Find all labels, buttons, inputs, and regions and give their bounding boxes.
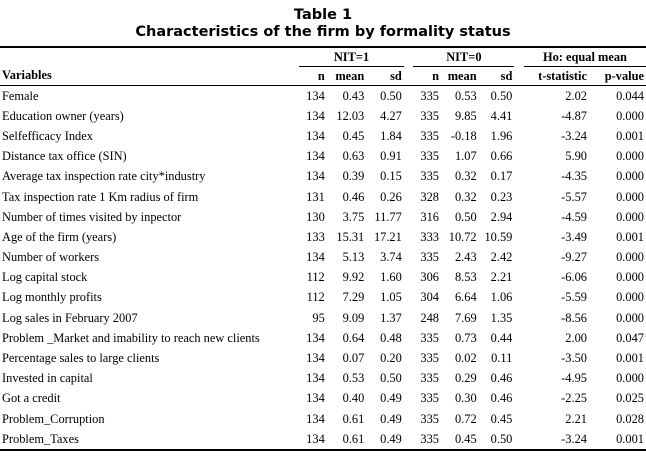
variable-name-cell: Age of the firm (years): [2, 229, 117, 244]
nit1-n-cell: 133: [306, 229, 325, 244]
p-value-cell: 0.001: [616, 128, 644, 143]
nit1-sd-cell: 0.20: [380, 351, 402, 366]
nit0-sd-cell: 0.17: [490, 169, 513, 184]
column-header-sd: sd: [366, 67, 404, 86]
p-value-cell: 0.000: [616, 169, 644, 184]
nit0-mean-cell: 0.53: [454, 88, 477, 103]
table-row: [0, 106, 646, 126]
nit1-mean-cell: 0.63: [342, 149, 365, 164]
nit0-n-cell: 304: [420, 290, 439, 305]
nit0-mean-cell: 9.85: [454, 108, 477, 123]
t-statistic-cell: -3.49: [561, 229, 587, 244]
column-header-n: n: [299, 67, 327, 86]
nit0-sd-cell: 1.06: [490, 290, 513, 305]
nit0-mean-cell: 0.45: [441, 429, 479, 450]
nit1-sd-cell: 0.50: [380, 88, 402, 103]
nit1-mean-cell: 0.45: [342, 128, 365, 143]
variable-name-cell: Number of workers: [2, 250, 100, 265]
column-header-t-statistic: t-statistic: [524, 67, 589, 86]
nit1-sd-cell: 1.05: [380, 290, 402, 305]
table-row: [0, 126, 646, 146]
nit1-mean-cell: 9.09: [342, 310, 365, 325]
column-header-p-value: p-value: [589, 67, 646, 86]
column-header-mean: mean: [441, 67, 479, 86]
nit1-mean-cell: 0.39: [342, 169, 365, 184]
nit1-mean-cell: 0.53: [342, 371, 365, 386]
nit1-sd-cell: 3.74: [380, 250, 402, 265]
table-row: [0, 369, 646, 389]
column-header-sd: sd: [479, 67, 515, 86]
nit0-n-cell: 335: [420, 351, 439, 366]
t-statistic-cell: 5.90: [565, 149, 587, 164]
p-value-cell: 0.000: [616, 108, 644, 123]
t-statistic-cell: 2.21: [565, 411, 587, 426]
nit1-sd-cell: 0.49: [380, 391, 402, 406]
p-value-cell: 0.000: [616, 189, 644, 204]
nit0-sd-cell: 0.46: [490, 371, 513, 386]
p-value-cell: 0.000: [616, 250, 644, 265]
t-statistic-cell: -2.25: [561, 391, 587, 406]
table-title: Table 1: [293, 7, 353, 23]
table-row: [0, 248, 646, 268]
nit0-mean-cell: 0.32: [454, 169, 477, 184]
nit0-n-cell: 335: [420, 128, 439, 143]
nit1-sd-cell: 0.48: [380, 330, 402, 345]
nit1-n-cell: 134: [299, 429, 327, 450]
nit0-sd-cell: 0.50: [490, 88, 513, 103]
nit0-n-cell: 335: [420, 108, 439, 123]
nit1-n-cell: 130: [306, 209, 325, 224]
nit0-mean-cell: 0.73: [454, 330, 477, 345]
nit0-sd-cell: 0.11: [491, 351, 513, 366]
variable-name-cell: Average tax inspection rate city*industry: [2, 169, 206, 184]
group-header-nit0: NIT=0: [413, 47, 514, 67]
nit1-n-cell: 112: [306, 270, 325, 285]
column-header-n: n: [413, 67, 441, 86]
variable-name-cell: Invested in capital: [2, 371, 93, 386]
nit0-mean-cell: 0.32: [454, 189, 477, 204]
nit1-sd-cell: 0.26: [380, 189, 402, 204]
column-header-mean: mean: [327, 67, 367, 86]
nit0-sd-cell: 10.59: [484, 229, 513, 244]
p-value-cell: 0.000: [616, 149, 644, 164]
nit0-sd-cell: 0.46: [490, 391, 513, 406]
table-body: [0, 86, 646, 451]
p-value-cell: 0.000: [616, 371, 644, 386]
nit0-mean-cell: 6.64: [454, 290, 477, 305]
variable-name-cell: Log capital stock: [2, 270, 88, 285]
p-value-cell: 0.025: [616, 391, 644, 406]
variable-name-cell: Education owner (years): [2, 108, 124, 123]
variable-name-cell: Log monthly profits: [2, 290, 102, 305]
table-row: [0, 409, 646, 429]
nit0-n-cell: 335: [420, 149, 439, 164]
nit1-n-cell: 131: [306, 189, 325, 204]
nit1-sd-cell: 17.21: [373, 229, 402, 244]
nit1-n-cell: 134: [306, 351, 325, 366]
t-statistic-cell: -4.87: [561, 108, 587, 123]
p-value-cell: 0.001: [589, 429, 646, 450]
p-value-cell: 0.000: [616, 310, 644, 325]
nit0-mean-cell: 7.69: [454, 310, 477, 325]
variable-name-cell: Percentage sales to large clients: [2, 351, 160, 366]
nit0-sd-cell: 0.45: [490, 411, 513, 426]
t-statistic-cell: -5.57: [561, 189, 587, 204]
table-row: [0, 429, 646, 450]
nit0-mean-cell: 0.30: [454, 391, 477, 406]
p-value-cell: 0.000: [616, 209, 644, 224]
nit1-n-cell: 134: [306, 330, 325, 345]
t-statistic-cell: -6.06: [561, 270, 587, 285]
nit1-sd-cell: 0.50: [380, 371, 402, 386]
nit1-sd-cell: 11.77: [374, 209, 402, 224]
variable-name-cell: Problem_Corruption: [2, 411, 105, 426]
p-value-cell: 0.000: [616, 290, 644, 305]
nit1-sd-cell: 0.49: [380, 411, 402, 426]
nit1-n-cell: 112: [306, 290, 325, 305]
nit1-n-cell: 134: [306, 411, 325, 426]
table-row: [0, 147, 646, 167]
nit1-mean-cell: 0.40: [342, 391, 365, 406]
characteristics-table: [0, 46, 646, 451]
variable-name-cell: Got a credit: [2, 391, 61, 406]
nit0-mean-cell: 10.72: [448, 229, 477, 244]
nit1-mean-cell: 0.43: [342, 88, 365, 103]
nit1-n-cell: 95: [312, 310, 325, 325]
t-statistic-cell: -3.24: [561, 128, 587, 143]
nit0-n-cell: 335: [420, 391, 439, 406]
t-statistic-cell: -8.56: [561, 310, 587, 325]
nit1-n-cell: 134: [306, 108, 325, 123]
table-row: [0, 167, 646, 187]
variable-name-cell: Selfefficacy Index: [2, 128, 93, 143]
nit0-n-cell: 335: [420, 371, 439, 386]
table-row: [0, 207, 646, 227]
nit1-sd-cell: 0.49: [366, 429, 404, 450]
nit1-mean-cell: 15.31: [336, 229, 365, 244]
nit0-n-cell: 335: [420, 250, 439, 265]
table-row: [0, 227, 646, 247]
table-row: [0, 187, 646, 207]
nit1-mean-cell: 5.13: [342, 250, 365, 265]
nit1-sd-cell: 1.84: [380, 128, 402, 143]
variable-name-cell: Problem_Taxes: [0, 429, 299, 450]
p-value-cell: 0.000: [616, 270, 644, 285]
nit0-sd-cell: 0.66: [490, 149, 513, 164]
t-statistic-cell: -9.27: [561, 250, 587, 265]
t-statistic-cell: -3.50: [561, 351, 587, 366]
p-value-cell: 0.001: [616, 229, 644, 244]
table-row: [0, 328, 646, 348]
nit0-sd-cell: 0.50: [479, 429, 515, 450]
nit1-n-cell: 134: [306, 88, 325, 103]
nit1-sd-cell: 0.91: [380, 149, 402, 164]
nit1-n-cell: 134: [306, 391, 325, 406]
variable-name-cell: Female: [2, 88, 39, 103]
nit1-n-cell: 134: [306, 169, 325, 184]
nit0-mean-cell: 0.50: [454, 209, 477, 224]
nit0-n-cell: 333: [420, 229, 439, 244]
p-value-cell: 0.028: [616, 411, 644, 426]
nit1-sd-cell: 4.27: [380, 108, 402, 123]
nit1-sd-cell: 1.37: [380, 310, 402, 325]
variable-name-cell: Tax inspection rate 1 Km radius of firm: [2, 189, 199, 204]
nit0-mean-cell: 0.02: [454, 351, 477, 366]
t-statistic-cell: 2.02: [565, 88, 587, 103]
nit1-n-cell: 134: [306, 250, 325, 265]
nit1-mean-cell: 0.61: [327, 429, 367, 450]
p-value-cell: 0.044: [616, 88, 644, 103]
nit0-mean-cell: -0.18: [450, 128, 477, 143]
nit0-sd-cell: 0.44: [490, 330, 513, 345]
nit1-n-cell: 134: [306, 149, 325, 164]
group-header-row: [0, 47, 646, 67]
table-row: [0, 348, 646, 368]
column-header-row: [0, 67, 646, 86]
table-subtitle: Characteristics of the firm by formality status: [135, 24, 511, 40]
nit1-sd-cell: 0.15: [380, 169, 402, 184]
table-row: [0, 86, 646, 107]
nit1-mean-cell: 12.03: [336, 108, 365, 123]
p-value-cell: 0.001: [616, 351, 644, 366]
variable-name-cell: Distance tax office (SIN): [2, 149, 127, 164]
nit0-sd-cell: 0.23: [490, 189, 513, 204]
nit0-mean-cell: 2.43: [454, 250, 477, 265]
t-statistic-cell: -4.35: [561, 169, 587, 184]
p-value-cell: 0.047: [616, 330, 644, 345]
nit0-sd-cell: 2.42: [490, 250, 513, 265]
nit1-mean-cell: 0.61: [342, 411, 365, 426]
nit0-n-cell: 335: [420, 169, 439, 184]
nit0-mean-cell: 1.07: [454, 149, 477, 164]
t-statistic-cell: -4.59: [561, 209, 587, 224]
nit1-mean-cell: 3.75: [342, 209, 365, 224]
t-statistic-cell: -5.59: [561, 290, 587, 305]
nit0-n-cell: 248: [420, 310, 439, 325]
nit1-n-cell: 134: [306, 371, 325, 386]
table-row: [0, 268, 646, 288]
nit0-n-cell: 306: [420, 270, 439, 285]
t-statistic-cell: 2.00: [565, 330, 587, 345]
nit0-sd-cell: 4.41: [490, 108, 513, 123]
nit0-n-cell: 335: [420, 411, 439, 426]
nit1-sd-cell: 1.60: [380, 270, 402, 285]
nit0-sd-cell: 1.96: [490, 128, 513, 143]
nit0-n-cell: 335: [420, 330, 439, 345]
nit1-mean-cell: 7.29: [342, 290, 365, 305]
nit0-mean-cell: 0.29: [454, 371, 477, 386]
t-statistic-cell: -3.24: [524, 429, 589, 450]
nit1-mean-cell: 9.92: [342, 270, 365, 285]
t-statistic-cell: -4.95: [561, 371, 587, 386]
nit0-sd-cell: 1.35: [490, 310, 513, 325]
nit0-mean-cell: 8.53: [454, 270, 477, 285]
nit0-n-cell: 328: [420, 189, 439, 204]
nit0-n-cell: 335: [413, 429, 441, 450]
table-row: [0, 308, 646, 328]
nit1-mean-cell: 0.07: [342, 351, 365, 366]
group-header-test: Ho: equal mean: [524, 47, 646, 67]
variable-name-cell: Log sales in February 2007: [2, 310, 138, 325]
column-header-variables: Variables: [0, 67, 299, 86]
group-header-nit1: NIT=1: [299, 47, 404, 67]
nit1-mean-cell: 0.46: [342, 189, 365, 204]
variable-name-cell: Problem _Market and imability to reach new clients: [2, 330, 260, 345]
nit0-sd-cell: 2.21: [490, 270, 513, 285]
nit0-n-cell: 335: [420, 88, 439, 103]
table-row: [0, 389, 646, 409]
nit0-mean-cell: 0.72: [454, 411, 477, 426]
table-caption: [0, 0, 646, 41]
nit1-mean-cell: 0.64: [342, 330, 365, 345]
nit0-n-cell: 316: [420, 209, 439, 224]
nit1-n-cell: 134: [306, 128, 325, 143]
table-row: [0, 288, 646, 308]
nit0-sd-cell: 2.94: [490, 209, 513, 224]
variable-name-cell: Number of times visited by inpector: [2, 209, 182, 224]
